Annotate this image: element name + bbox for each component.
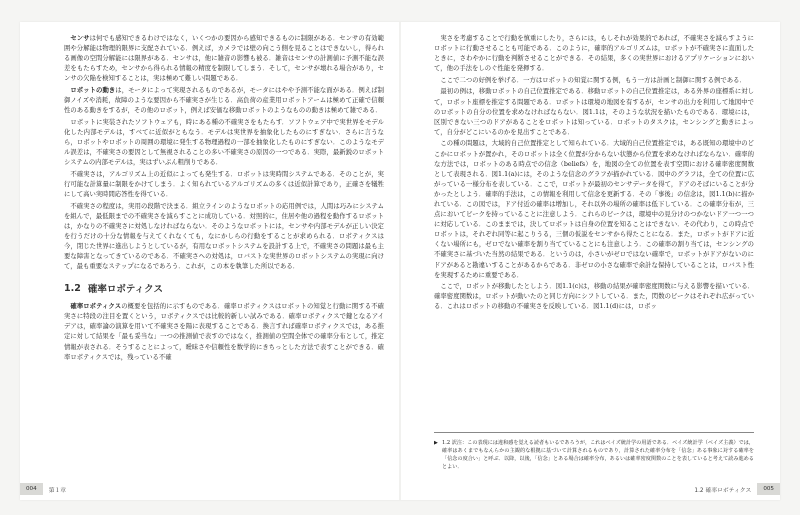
paragraph <box>64 118 384 168</box>
left-page <box>64 34 384 474</box>
right-page-number: 005 <box>757 483 780 495</box>
paragraph-text: ここで，ロボットが移動したとしよう．図1.1(c)は，移動の結果が確率密度関数に与える影響を描いている．確率密度関数は，ロボットが動いたのと同じ方向にシフトしている．また，閃数のピークはそれぞれ広がっている．これはロボットの移動の不確実さを反映している．図1.1(d)には，ロボッ <box>434 283 754 311</box>
footnote <box>434 432 754 473</box>
paragraph-bold-term: 確率ロボティクス <box>70 303 122 311</box>
paragraph <box>64 34 384 84</box>
paragraph <box>434 87 754 137</box>
paragraph <box>434 34 754 74</box>
left-paragraphs <box>64 34 384 272</box>
paragraph <box>434 282 754 312</box>
paragraph <box>64 202 384 273</box>
paragraph-text: 最初の例は，移動ロボットの自己位置推定である．移動ロボットの自己位置推定は，ある外界の座標系に対して，ロボット座標を推定する問題である．ロボットは環境の地図を有するが，センサの出力を利用して地図中でのロボットの自分の位置を求めなければならない．図1.1は，そのような状況を描いたものである．環境には，区別できない三つのドアがあることをロボットは知っている．ロボットのタスクは，センシングと動きによって，自分がどこにいるのかを見出すことである． <box>434 88 754 136</box>
right-paragraphs <box>434 34 754 313</box>
paragraph-text: は，モータによって実現されるものであるが，モータにはやや予測不能な面がある．例えば制御ノイズや消耗，故障のような要因から不確実さが生じる．高負荷の産業用ロボットアームは極めて正確で信頼性のある動きをするが，その他のロボット，例えば安価な移動ロボットのようなものの動きは極めて雑である． <box>64 86 384 115</box>
paragraph-bold-term: ロボットの動き <box>70 86 116 94</box>
paragraph-text: 実さを考慮することで行動を慎重にしたり，さらには，もしそれが効果的であれば，不確実さを減らすようにロボットに行動させることも可能である．このように，確率的アルゴリズムは，ロボットが不確実さに直面したときに，さわやかに行動を判断させることができる．その結果，多くの実世界におけるアプリケーションにおいて，他の手法をしのぐ性能を発揮する． <box>434 35 754 73</box>
paragraph <box>434 76 754 86</box>
paragraph <box>434 139 754 280</box>
paragraph-text: 不確実さの程度は，実用の段階で決まる．組立ラインのようなロボットの応用例では，人間は巧みにシステムを組んで，最低限までの不確実さを減らすことに成功している．対照的に，住居や他の過程を動作するロボットは，かなりの不確実さに対処しなければならない．そのようなロボットには，センサや内部モデルが正しい決定を行うだけの十分な情報を与えてくれなくても，なにかしらの行動をすることが求められる．ロボティクスは今，閉じた世界に進出しようとしているが，有用なロボットシステムを設計する上で，不確実さの問題は最も主要な障害となってきているのである．不確実さへの対処は，ロバストな実世界のロボットシステムの実現に向けて，最も重要なステップになるであろう．これが，この本を執筆した所以である． <box>64 202 384 271</box>
right-page <box>434 34 754 474</box>
paragraph <box>64 170 384 200</box>
section-number: 1.2 <box>64 282 81 294</box>
left-page-number: 004 <box>20 483 43 495</box>
paragraph-text: は何でも感知できるわけではなく，いくつかの要因から感知できるものに制限がある．センサの有効範囲や分解能は物理的限界に支配されている．例えば，カメラでは壁の向こう側を見ることはできないし，得られる画像の空間分解能には限界がある．センサは，他に雑音の影響も被る．雑音はセンサの計測値に予測不能な誤差をもたらすため，センサから得られる情報の精度を制限してしまう．そして，センサが壊れる場合があり，センサの欠陥を検知することは，実は極めて難しい問題である． <box>64 35 384 83</box>
section-heading <box>64 281 384 295</box>
paragraph <box>64 302 384 363</box>
footnote-marker-icon: ▶ <box>434 440 438 446</box>
paragraph-text: この種の問題は，大域的自己位置推定として知られている．大域的自己位置推定では，ある既知の環境中のどこかにロボットが置かれ，そのロボットは全く位置が分からない状態から位置を求めなければならない．確率的な方法では，ロボットのある時点での信念（beliefs）を，地図の全ての位置を表す空間における確率密度関数として表現される．図1.1(a)には，そのような信念のグラフが描かれている．図中のグラフは，全ての位置に広がっている一様分布を表している．ここで，ロボットが最初のセンサデータを得て，ドアのそばにいることが分かったとしよう．確率的手法は，この情報を利用して信念を更新する．その「事後」の信念は，図1.1(b)に描かれている．この図では，ドア付近の確率は増加し，それ以外の場所の確率は低下している．この確率分布が，三点においてピークを持っていることに注意しよう．これらのピークは，環境中の見分けのつかないドア一つ一つに対応している．このままでは，決してロボットは自身の位置を知ることはできない．その代わり，この時点でロボットは，それぞれ同等に起こりうる，三個の仮説をセンサから得たことになる．また，ロボットがドアに近くない場所にも，ゼロでない確率を割り当てていることにも注意しよう．この確率の割り当ては，センシングの不確実さに基づいた当然の結果である．というのは，小さいがゼロではない確率で，ロボットがドアがないのにドアがあると勘違いすることがあるからである．非ゼロの小さな確率で余計な保持していることは，ロバスト性を実現するために重要である． <box>434 140 754 279</box>
paragraph-text: の概要を包括的に示すものである．確率ロボティクスはロボットの知覚と行動に関する不確実さに特段の注目を置くという，ロボティクスでは比較的新しい試みである．確率ロボティクスで鍵となるアイデアは，確率論の演算を用いて不確実さを陽に表現することである．換言すれば確率ロボティクスでは，ある推定に対して結果を「最も妥当な」一つの推測値で表すのではなく，推測値の空間全体での確率分布として，推定情報が表される．そうすることによって，曖昧さや信頼性を数学的にきちっとした方法で表すことができる．確率ロボティクスでは，残っている不確 <box>64 303 384 361</box>
footer-right <box>694 482 780 496</box>
left-paragraphs-after <box>64 302 384 363</box>
section-title: 確率ロボティクス <box>87 284 163 296</box>
book-gutter <box>399 22 401 500</box>
book-spread <box>20 22 780 500</box>
footer-left <box>20 482 66 496</box>
left-chapter-label: 第１章 <box>48 487 67 494</box>
paragraph-text: ロボットに実装されたソフトウェアも，時にある種の不確実さをもたらす．ソフトウェア中で実世界をモデル化した内部モデルは，すべてに近似がともなう．モデルは実世界を抽象化したものにすぎない．さらに言うなら，ロボットやロボットの周囲の環境に発生する物理過程の一部を抽象化したものにすぎない．このようなモデル誤差は，不確実さの要因として無視されることの多い不確実さの原因の一つである．実際，最新鋭のロボットシステムの内部モデルは，実はずいぶん粗削りである． <box>64 118 384 167</box>
paragraph-text: ここで二つの好例を挙げる．一方はロボットの知覚に関する例，もう一方は計画と制御に関する例である． <box>440 76 746 84</box>
right-section-label: 1.2 確率ロボティクス <box>694 487 752 494</box>
paragraph-bold-term: センサ <box>70 35 90 42</box>
footnote-text: 1.2 訳注：この表現には違和感を覚える読者もいるであろうが，これはベイズ統計学の用語である．ベイズ統計学（ベイズ主義）では，確率はあくまでもなんらかの主観的な根拠に基づいて計算されるものであり，計算された確率分布を「信念」ある事象に対する確率を「信念の度合い」と呼ぶ．以降，以後，「信念」とある場合は確率分布，あるいは確率密度関数のことを表していると考えて読み進めるとよい． <box>442 440 754 470</box>
paragraph-text: 不確実さは，アルゴリズム上の近似によっても発生する．ロボットは実時間システムである．そのことが，実行可能な計算量に制限をかけてしまう．よく知られているアルゴリズムの多くは近似計算であり，正確さを犠牲にして高い実時間応答性を得ている． <box>64 170 384 198</box>
paragraph <box>64 86 384 116</box>
